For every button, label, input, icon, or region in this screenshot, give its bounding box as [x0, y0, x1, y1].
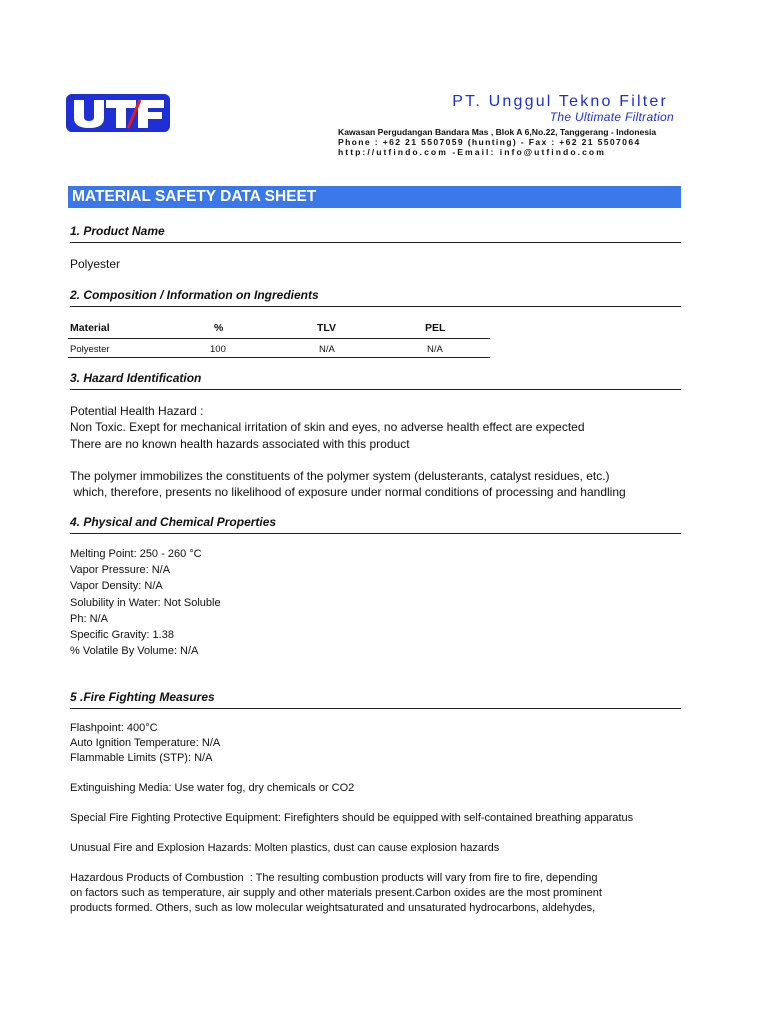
composition-table: [68, 318, 490, 358]
text-line: Specific Gravity: 1.38: [70, 629, 174, 642]
text-line: Ph: N/A: [70, 612, 108, 625]
section-heading-text: 4. Physical and Chemical Properties: [70, 515, 277, 529]
section-heading-text: 3. Hazard Identification: [70, 371, 202, 385]
section-heading-text: 1. Product Name: [70, 224, 165, 238]
spacer: [70, 766, 633, 781]
text-line: Flashpoint: 400°C: [70, 722, 158, 734]
section-heading-physical: [70, 515, 681, 534]
section-heading-text: 2. Composition / Information on Ingredients: [70, 288, 319, 302]
table-cell: N/A: [427, 344, 443, 355]
text-line: Non Toxic. Exept for mechanical irritation of skin and eyes, no adverse health effect are expected: [70, 420, 585, 435]
text-line: Hazardous Products of Combustion : The resulting combustion products will vary from fire to fire, depending: [70, 872, 598, 884]
document-title-bar: [68, 186, 681, 208]
text-line: % Volatile By Volume: N/A: [70, 645, 199, 658]
text-line: Auto Ignition Temperature: N/A: [70, 737, 221, 749]
text-line: Solubility in Water: Not Soluble: [70, 596, 221, 609]
text-line: Unusual Fire and Explosion Hazards: Molten plastics, dust can cause explosion hazards: [70, 842, 500, 854]
spacer: [70, 856, 633, 871]
company-web-email: http://utfindo.com -Email: info@utfindo.com: [338, 147, 606, 157]
table-cell: 100: [210, 344, 226, 355]
table-cell: Polyester: [70, 344, 110, 355]
text-line: The polymer immobilizes the constituents of the polymer system (delusterants, catalyst residues, etc.): [70, 468, 610, 483]
company-logo: [66, 94, 170, 132]
text-line: on factors such as temperature, air supply and other materials present.Carbon oxides are the most prominent: [70, 887, 602, 899]
text-line: Melting Point: 250 - 260 °C: [70, 548, 202, 560]
company-name: PT. Unggul Tekno Filter: [452, 93, 668, 110]
company-phone-fax: Phone : +62 21 5507059 (hunting) - Fax : +62 21 5507064: [338, 137, 641, 147]
section-heading-product-name: [70, 224, 681, 243]
fire-fighting-text: [70, 721, 633, 916]
text-line: Special Fire Fighting Protective Equipment: Firefighters should be equipped with self-contained breathing apparatus: [70, 812, 634, 824]
document-title: MATERIAL SAFETY DATA SHEET: [72, 188, 317, 205]
text-line: Potential Health Hazard :: [70, 404, 204, 418]
table-header-row: [68, 318, 490, 339]
text-line: There are no known health hazards associated with this product: [70, 436, 410, 451]
company-address: Kawasan Pergudangan Bandara Mas , Blok A 6,No.22, Tanggerang - Indonesia: [338, 127, 657, 137]
spacer: [70, 452, 626, 468]
text-line: Vapor Pressure: N/A: [70, 564, 171, 577]
section-heading-text: 5 .Fire Fighting Measures: [70, 690, 215, 704]
text-line: Extinguishing Media: Use water fog, dry chemicals or CO2: [70, 782, 355, 794]
column-header: TLV: [317, 322, 337, 334]
physical-properties-list: [70, 546, 221, 659]
hazard-text: [70, 403, 626, 500]
column-header: %: [214, 322, 224, 334]
column-header: PEL: [425, 322, 446, 334]
text-line: products formed. Others, such as low molecular weightsaturated and unsaturated hydrocarbons, aldehydes,: [70, 902, 596, 914]
section-heading-fire-fighting: [70, 690, 681, 709]
section-heading-hazard: [70, 371, 681, 390]
text-line: which, therefore, presents no likelihood of exposure under normal conditions of processing and handling: [70, 485, 626, 500]
company-tagline: The Ultimate Filtration: [549, 110, 674, 124]
text-line: Vapor Density: N/A: [70, 580, 163, 593]
table-row: [68, 339, 490, 358]
product-name-value: Polyester: [70, 257, 121, 271]
column-header: Material: [70, 322, 110, 334]
spacer: [70, 796, 633, 811]
section-heading-composition: [70, 288, 681, 307]
table-cell: N/A: [319, 344, 335, 355]
text-line: Flammable Limits (STP): N/A: [70, 752, 213, 764]
spacer: [70, 826, 633, 841]
